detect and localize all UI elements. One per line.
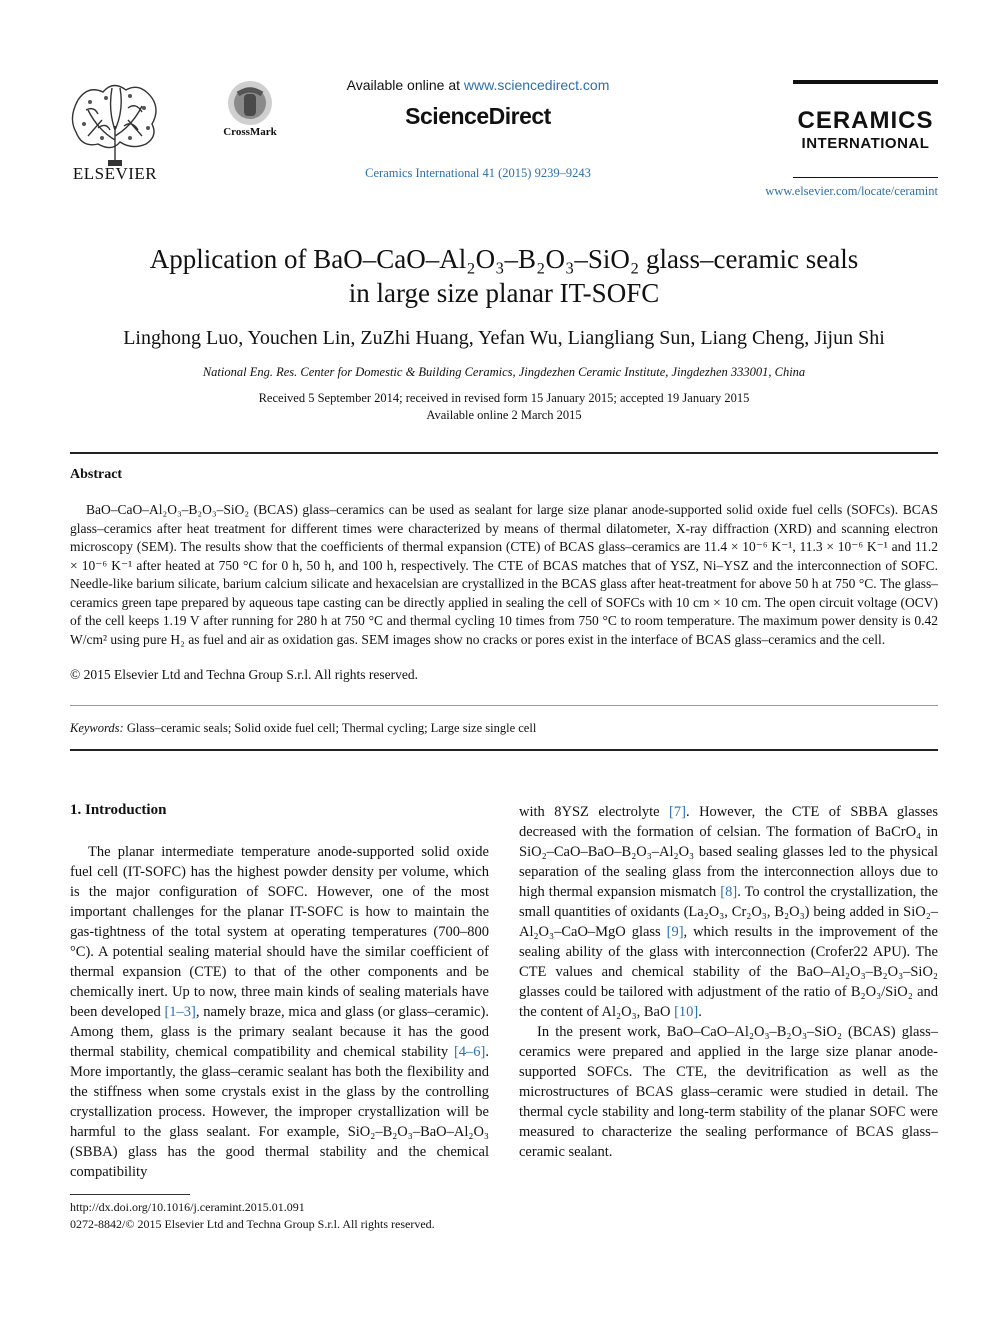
footer-rule bbox=[70, 1194, 190, 1195]
keywords-line bbox=[70, 721, 938, 736]
sciencedirect-url-link[interactable]: www.sciencedirect.com bbox=[463, 77, 610, 93]
abstract-copyright: © 2015 Elsevier Ltd and Techna Group S.r.l. All rights reserved. bbox=[70, 667, 418, 682]
abstract-bottom-rule bbox=[70, 749, 938, 751]
crossmark-label: CrossMark bbox=[223, 126, 277, 138]
affiliation: National Eng. Res. Center for Domestic & Building Ceramics, Jingdezhen Ceramic Institute, Jingdezhen 333001, China bbox=[202, 365, 806, 379]
citation-link[interactable]: [7] bbox=[669, 804, 686, 820]
elsevier-logo bbox=[68, 80, 162, 184]
abstract-mid-rule bbox=[70, 705, 938, 706]
journal-homepage-link[interactable]: www.elsevier.com/locate/ceramint bbox=[765, 184, 938, 198]
abstract-top-rule bbox=[70, 452, 938, 454]
intro-paragraph-continued: with 8YSZ electrolyte [7]. However, the CTE of SBBA glasses decreased with the formation of celsian. The formation of BaCrO₄ in SiO₂–CaO–BaO–B₂O₃–Al₂O₃ based sealing glasses led to the physical separation of the sealing glass from the interconnection alloys due to high thermal expansion mismatch [8]. To control the crystallization, the small quantities of oxidants (La₂O₃, Cr₂O₃, B₂O₃) being added in SiO₂–Al₂O₃–CaO–MgO glass [9], which results in the improvement of the sealing ability of the glass with interconnection (Crofer22 APU). The CTE values and chemical stability of the BaO–Al₂O₃–B₂O₃–SiO₂ glasses could be tailored with adjustment of the ratio of B₂O₃/SiO₂ and the content of Al₂O₃, BaO [10]. bbox=[519, 804, 938, 1020]
abstract-heading: Abstract bbox=[70, 467, 123, 482]
intro-paragraph-1: The planar intermediate temperature anode-supported solid oxide fuel cell (IT-SOFC) has the highest powder density per volume, which is the major configuration of SOFC. However, one of the most important challenges for the planar IT-SOFC is how to maintain the gas-tightness of the total system at operating temperatures (700–800 °C). A potential sealing material should have the similar coefficient of thermal expansion (CTE) to that of the other components and be chemically inert. Up to now, three main kinds of sealing materials have been developed [1–3], namely braze, mica and glass (or glass–ceramic). Among them, glass is the primary sealant because it has the good thermal stability, chemical compatibility and chemical stability [4–6]. More importantly, the glass–ceramic sealant has both the flexibility and the stiffness when some crystals exist in the glass by the controlling crystallization process. However, the improper crystallization will be harmful to the glass sealant. For example, SiO₂–B₂O₃–BaO–Al₂O₃ (SBBA) glass has the good thermal stability and the chemical compatibility bbox=[70, 844, 489, 1180]
citation-link[interactable]: [9] bbox=[666, 924, 684, 940]
available-online-prefix: Available online at bbox=[346, 77, 464, 93]
left-column bbox=[70, 842, 489, 1182]
journal-name-line2: INTERNATIONAL bbox=[801, 135, 930, 152]
citation-link[interactable]: [10] bbox=[674, 1004, 699, 1020]
received-dates: Received 5 September 2014; received in revised form 15 January 2015; accepted 19 January 2015 bbox=[258, 391, 750, 405]
journal-name-line1: CERAMICS bbox=[797, 107, 934, 134]
publisher-name: ELSEVIER bbox=[72, 164, 158, 183]
citation-link[interactable]: [1–3] bbox=[164, 1004, 196, 1020]
citation-link[interactable]: [4–6] bbox=[453, 1044, 486, 1060]
doi-link[interactable]: http://dx.doi.org/10.1016/j.ceramint.2015.01.091 bbox=[70, 1200, 305, 1214]
article-title-line2: in large size planar IT-SOFC bbox=[348, 278, 660, 308]
abstract-text: BaO–CaO–Al₂O₃–B₂O₃–SiO₂ (BCAS) glass–ceramics can be used as sealant for large size planar anode-supported solid oxide fuel cells (SOFCs). BCAS glass–ceramics after heat treatment for different times were characterized by means of thermal dilatometer, X-ray diffraction (XRD) and scanning electron microscopy (SEM). The results show that the coefficients of thermal expansion (CTE) of BCAS glass–ceramics are 11.4 × 10⁻⁶ K⁻¹, 11.3 × 10⁻⁶ K⁻¹ and 11.2 × 10⁻⁶ K⁻¹ after heated at 750 °C for 0 h, 50 h, and 100 h, respectively. The CTE of BCAS matches that of YSZ, Ni–YSZ and the interconnection of SOFC. Needle-like barium silicate, barium calcium silicate and hexacelsian are crystallized in the BCAS glass after heat-treatment for above 50 h at 750 °C. The glass–ceramics green tape prepared by aqueous tape casting can be directly applied in sealing the cell of SOFCs with 10 cm × 10 cm. The open circuit voltage (OCV) of the cell keeps 1.19 V after running for 280 h at 750 °C and thermal cycling 10 times from 750 °C to room temperature. The maximum power density is 0.42 W/cm² using pure H₂ as fuel and air as oxidation gas. SEM images show no cracks or pores exist in the interface of BCAS glass–ceramics and the cell. bbox=[70, 502, 938, 647]
elsevier-tree-icon bbox=[68, 80, 162, 168]
citation-link[interactable]: [8] bbox=[720, 884, 738, 900]
author-list: Linghong Luo, Youchen Lin, ZuZhi Huang, Yefan Wu, Liangliang Sun, Liang Cheng, Jijun Shi bbox=[123, 327, 885, 349]
right-column bbox=[519, 802, 938, 1162]
article-title-line1: Application of BaO–CaO–Al₂O₃–B₂O₃–SiO₂ glass–ceramic seals bbox=[149, 244, 859, 274]
journal-brand-rule-bottom bbox=[793, 177, 938, 178]
available-online-date: Available online 2 March 2015 bbox=[426, 408, 582, 422]
sciencedirect-brand: ScienceDirect bbox=[405, 103, 551, 129]
journal-brand-rule bbox=[793, 80, 938, 84]
journal-reference[interactable]: Ceramics International 41 (2015) 9239–9243 bbox=[365, 166, 591, 180]
issn-copyright: 0272-8842/© 2015 Elsevier Ltd and Techna Group S.r.l. All rights reserved. bbox=[70, 1217, 435, 1231]
available-online-line bbox=[250, 77, 706, 93]
keywords-text: Glass–ceramic seals; Solid oxide fuel cell; Thermal cycling; Large size single cell bbox=[123, 721, 537, 735]
keywords-label: Keywords: bbox=[70, 721, 124, 735]
intro-paragraph-2: In the present work, BaO–CaO–Al₂O₃–B₂O₃–SiO₂ (BCAS) glass–ceramics were prepared and applied in the large size planar anode-supported SOFCs. The CTE, the devitrification as well as the microstructures of BCAS glass–ceramic were studied in detail. The thermal cycle stability and long-term stability of the planar SOFC were measured to characterize the sealing performance of BCAS glass–ceramic sealant. bbox=[519, 1024, 938, 1160]
section-heading-introduction: 1. Introduction bbox=[70, 802, 167, 818]
